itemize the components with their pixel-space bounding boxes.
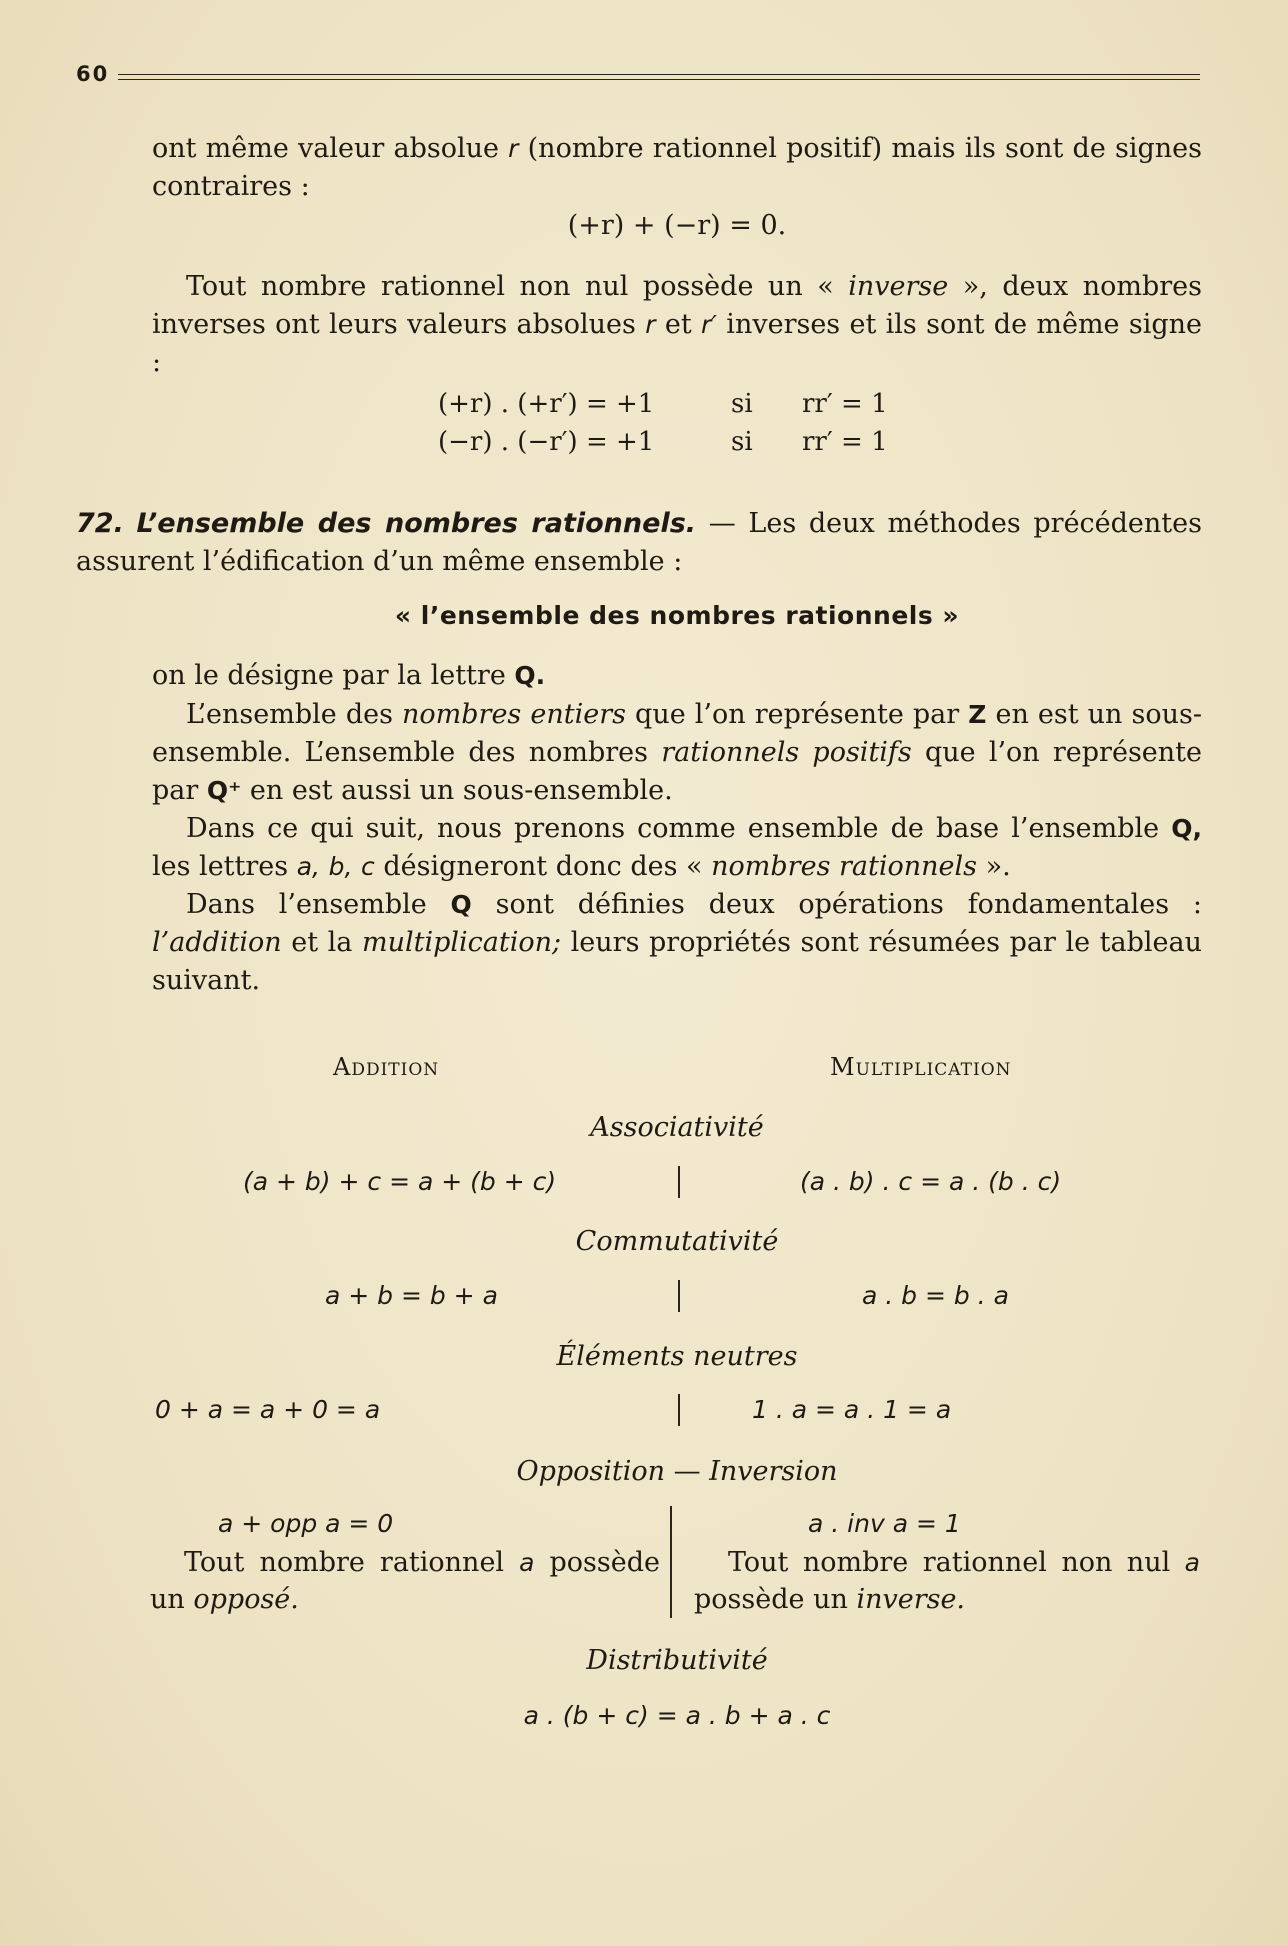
addition-word: l’addition (152, 927, 282, 958)
label-commutativity: Commutativité (575, 1226, 779, 1257)
var-r: r (508, 134, 519, 163)
assoc-add (243, 1164, 556, 1200)
opp-add (218, 1506, 393, 1542)
entiers-word: nombres entiers (402, 699, 626, 730)
rationnels-word: nombres rationnels (711, 851, 978, 882)
oppose-word: opposé. (193, 1584, 299, 1615)
label-opposition-inversion (152, 1456, 1202, 1487)
entiers-text-c: en est un sous-ensemble. L’ensemble des nombres (152, 699, 1202, 768)
inverse-text-c: et (655, 309, 702, 340)
header-rule-bottom (118, 79, 1200, 80)
label-neutral: Éléments neutres (556, 1341, 798, 1372)
inverse-word: inverse. (856, 1584, 966, 1615)
inv-text-b: possède un (694, 1584, 857, 1615)
divider-neutral (678, 1394, 680, 1426)
inverse-eq-1-si: si (731, 389, 753, 419)
label-distributivity: Distributivité (586, 1645, 768, 1676)
header-rule-top (118, 74, 1200, 75)
inverse-paragraph (152, 268, 1202, 382)
inv-text-a: Tout nombre rationnel non nul (728, 1547, 1185, 1578)
col-header-multiplication: Multiplication (830, 1053, 1012, 1081)
ops-text-b: sont définies deux opérations fondamentales : (471, 889, 1202, 920)
col-header-addition: Addition (333, 1053, 440, 1081)
inv-mul-text (694, 1544, 1200, 1618)
page-header (76, 62, 1200, 92)
var-a: a (519, 1548, 535, 1577)
para-entiers (152, 696, 1202, 810)
inverse-text-a: Tout nombre rationnel non nul possède un « (186, 271, 849, 302)
section-text: Les deux méthodes précédentes assurent l’édification d’un même ensemble : (76, 508, 1202, 577)
label-inversion: Inversion (709, 1456, 838, 1487)
section-title: L’ensemble des nombres rationnels. (136, 508, 697, 539)
inverse-text-d: inverses et ils sont de même signe : (152, 309, 1203, 378)
base-text-a: Dans ce qui suit, nous prenons comme ensemble de base l’ensemble (186, 813, 1172, 844)
inv-mul (808, 1506, 961, 1542)
positifs-word: rationnels positifs (661, 737, 912, 768)
inverse-word: inverse (848, 271, 949, 302)
entiers-text-a: L’ensemble des (186, 699, 403, 730)
inverse-eq-2-lhs: (−r) . (−r′) = +1 (438, 427, 655, 457)
distrib-eq: a . (b + c) = a . b + a . c (523, 1701, 831, 1730)
entiers-text-b: que l’on représente par (625, 699, 969, 730)
inverse-eq-2-cond: rr′ = 1 (802, 427, 888, 457)
eq-opposite-text: (+r) + (−r) = 0. (567, 210, 787, 241)
divider-assoc (678, 1166, 680, 1198)
assoc-mul-eq: (a . b) . c = a . (b . c) (800, 1167, 1062, 1196)
base-text-c: désigneront donc des « (374, 851, 712, 882)
letter-Z: Z (968, 700, 987, 729)
letter-Q: Q (450, 890, 472, 919)
label-opposition: Opposition (516, 1456, 666, 1487)
designe-text: on le désigne par la lettre (152, 660, 515, 691)
equation-opposite (152, 207, 1202, 245)
label-dash: — (673, 1456, 701, 1487)
assoc-mul (800, 1164, 1061, 1200)
comm-mul (862, 1278, 1009, 1314)
inverse-eq-2-si: si (731, 427, 753, 457)
comm-mul-eq: a . b = b . a (862, 1281, 1009, 1310)
intro-paragraph (152, 130, 1202, 206)
comm-add-eq: a + b = b + a (325, 1281, 498, 1310)
distrib-eq-row (152, 1697, 1202, 1735)
inv-mul-eq: a . inv a = 1 (808, 1509, 961, 1538)
intro-text-b: (nombre rationnel positif) mais ils sont de signes contraires : (152, 133, 1203, 202)
var-c: c (361, 852, 375, 881)
ops-text-c: et la (281, 927, 362, 958)
inverse-eq-1-lhs: (+r) . (+r′) = +1 (438, 389, 655, 419)
multiplication-word: multiplication; (361, 927, 562, 958)
var-r-prime: r′ (701, 310, 717, 339)
letter-Q: Q. (514, 661, 546, 690)
var-a: a (1184, 1548, 1200, 1577)
section-number: 72. (76, 508, 124, 539)
opp-add-eq: a + opp a = 0 (218, 1509, 394, 1538)
var-r: r (645, 310, 656, 339)
intro-text-a: ont même valeur absolue (152, 133, 509, 164)
base-text-b: les lettres (152, 851, 297, 882)
opp-add-text (150, 1544, 660, 1618)
neutral-add-eq: 0 + a = a + 0 = a (155, 1395, 381, 1424)
inverse-text-b: », deux nombres inverses ont leurs valeurs absolues (152, 271, 1202, 340)
entiers-text-e: en est aussi un sous-ensemble. (241, 775, 673, 806)
neutral-mul-eq: 1 . a = a . 1 = a (752, 1395, 952, 1424)
assoc-add-eq: (a + b) + c = a + (b + c) (243, 1167, 557, 1196)
divider-opposition (670, 1506, 672, 1618)
neutral-mul (752, 1392, 951, 1428)
set-title-text: « l’ensemble des nombres rationnels » (394, 601, 960, 630)
ops-text-d: leurs propriétés sont résumées par le tableau suivant. (152, 927, 1202, 996)
divider-comm (678, 1280, 680, 1312)
set-title (152, 597, 1202, 635)
para-base (152, 810, 1202, 886)
para-ops (152, 886, 1202, 1000)
letter-Q-plus: Q⁺ (206, 776, 242, 805)
var-b: b, (328, 852, 353, 881)
opp-text-b: possède un (150, 1547, 660, 1615)
neutral-add (155, 1392, 380, 1428)
ops-text-a: Dans l’ensemble (186, 889, 451, 920)
label-associativity: Associativité (590, 1112, 764, 1143)
opp-text-a: Tout nombre rationnel (184, 1547, 520, 1578)
entiers-text-d: que l’on représente par (152, 737, 1202, 806)
section-dash: — (708, 508, 736, 539)
para-designe (152, 657, 1202, 695)
base-text-d: ». (977, 851, 1011, 882)
letter-Q: Q, (1171, 814, 1202, 843)
section-72 (76, 505, 1202, 581)
comm-add (325, 1278, 498, 1314)
inverse-eq-1-cond: rr′ = 1 (802, 389, 888, 419)
var-a: a, (296, 852, 320, 881)
page-number: 60 (76, 62, 110, 86)
